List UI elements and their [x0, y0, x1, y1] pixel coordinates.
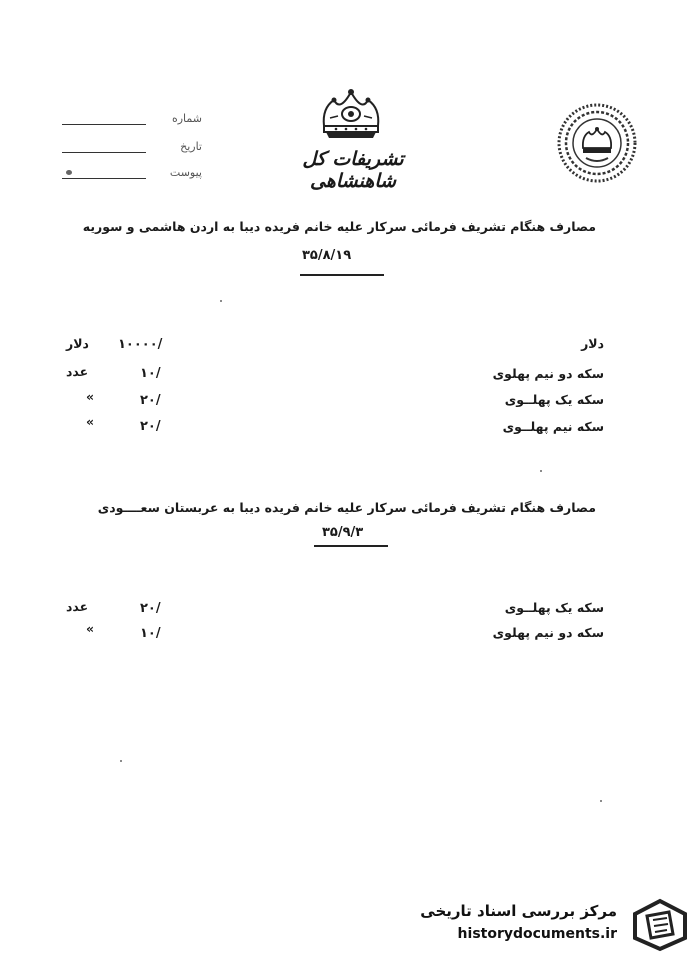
section2-date: ۳۵/۹/۳ [322, 525, 364, 540]
date-label: تاریخ [180, 140, 202, 153]
office-title: تشریفات کل شاهنشاهی [302, 148, 404, 192]
section2-row2-unit: « [86, 621, 95, 636]
section2-heading: مصارف هنگام تشریف فرمائی سرکار علیه خانم فریده دیبا به عربستان سعــــودی [97, 500, 596, 515]
section1-row2-item: سکه دو نیم پهلوی [492, 366, 604, 381]
section1-row3-item: سکه یک پهلــوی [504, 392, 604, 407]
section2-row2-amount: ۱۰/ [140, 626, 161, 641]
section2-row1-item: سکه یک پهلــوی [504, 600, 604, 615]
section1-row3-unit: « [86, 389, 95, 404]
ink-speck [220, 300, 222, 302]
attachment-label: پیوست [169, 166, 202, 179]
section1-row2-amount: ۱۰/ [140, 366, 161, 381]
section1-row4-unit: « [86, 414, 95, 429]
section1-heading: مصارف هنگام تشریف فرمائی سرکار علیه خانم فریده دیبا به اردن هاشمی و سوریه [82, 219, 596, 234]
crown-icon [318, 86, 384, 142]
section1-row4-item: سکه نیم پهلــوی [502, 419, 604, 434]
section1-row1-amount: ۱۰۰۰۰/ [118, 337, 163, 352]
ink-speck [600, 800, 602, 802]
watermark [405, 896, 695, 954]
section2-row2-item: سکه دو نیم پهلوی [492, 625, 604, 640]
section1-row3-amount: ۲۰/ [140, 393, 161, 408]
ink-speck [540, 470, 542, 472]
section1-row4-amount: ۲۰/ [140, 419, 161, 434]
section2-date-underline [314, 545, 388, 547]
number-line [62, 124, 146, 125]
number-label: شماره [171, 112, 202, 125]
date-line [62, 152, 146, 153]
section2-row1-amount: ۲۰/ [140, 601, 161, 616]
date-field [62, 140, 202, 158]
section1-row2-unit: عدد [66, 364, 89, 379]
attachment-field [62, 166, 202, 184]
section1-date: ۳۵/۸/۱۹ [302, 248, 352, 263]
ink-speck [66, 170, 72, 175]
attachment-line [62, 178, 146, 179]
section1-currency-header: دلار [581, 336, 604, 351]
ink-speck [120, 760, 122, 762]
section2-row1-unit: عدد [66, 599, 89, 614]
document-center-logo-icon [631, 898, 689, 952]
section1-row1-unit: دلار [66, 336, 89, 351]
watermark-title: مرکز بررسی اسناد تاریخی [420, 902, 617, 920]
seal-icon [556, 102, 638, 184]
watermark-url: historydocuments.ir [457, 926, 617, 942]
number-field [62, 112, 202, 130]
section1-date-underline [300, 274, 384, 276]
